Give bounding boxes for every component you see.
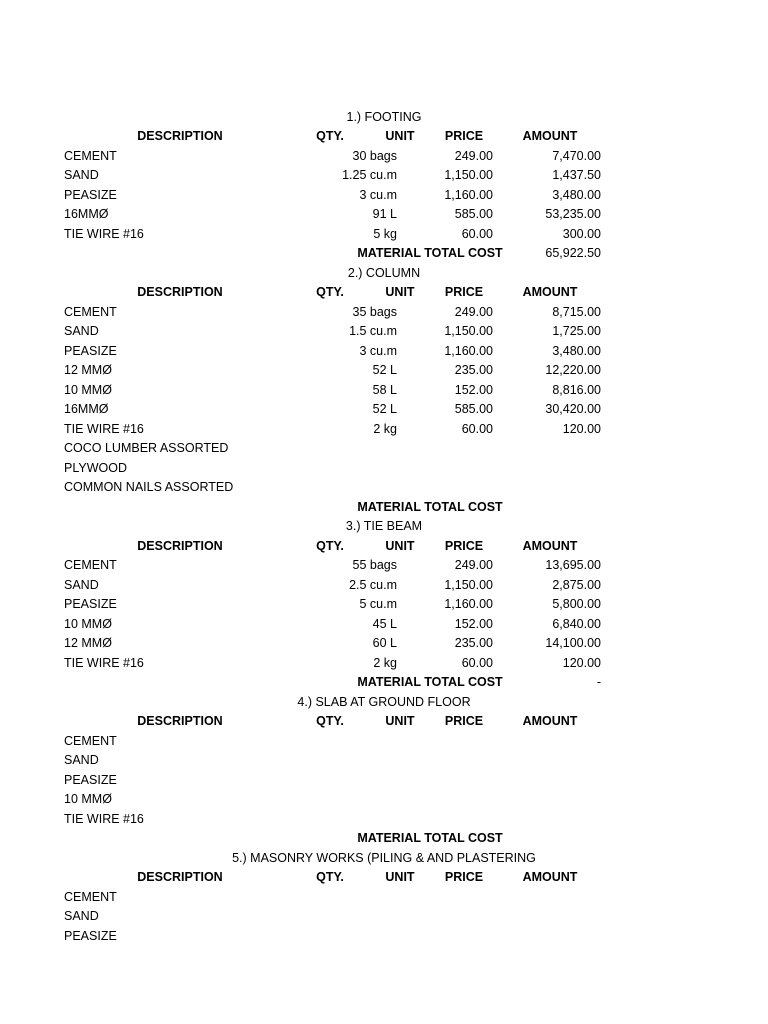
item-description: TIE WIRE #16 [64, 421, 144, 436]
item-price: 152.00 [454, 382, 493, 397]
item-description: 12 MMØ [64, 363, 112, 377]
item-amount: 6,840.00 [552, 616, 601, 631]
column-header-row [0, 712, 768, 732]
description-header: DESCRIPTION [137, 538, 223, 553]
item-price: 585.00 [454, 207, 493, 221]
total-row [0, 673, 768, 693]
item-description: PEASIZE [64, 772, 117, 787]
item-description: SAND [64, 909, 99, 923]
table-row [0, 888, 768, 908]
item-price: 1,160.00 [444, 597, 493, 611]
item-description: CEMENT [64, 558, 117, 572]
item-description: CEMENT [64, 889, 117, 904]
table-row [0, 186, 768, 206]
item-amount: 3,480.00 [552, 343, 601, 358]
item-description: TIE WIRE #16 [64, 226, 144, 241]
table-row [0, 810, 768, 830]
item-amount: 8,715.00 [552, 304, 601, 319]
item-amount: 120.00 [562, 421, 601, 436]
qty-header: QTY. [316, 129, 344, 143]
price-header: PRICE [444, 129, 484, 143]
item-description: PEASIZE [64, 597, 117, 611]
section-title: 2.) COLUMN [347, 265, 421, 280]
column-header-row [0, 283, 768, 303]
section-title-row [0, 108, 768, 128]
section-title-row [0, 849, 768, 869]
item-amount: 120.00 [562, 655, 601, 670]
material-total-label: MATERIAL TOTAL COST [357, 675, 503, 689]
item-qty-unit: 5 cu.m [359, 597, 397, 611]
item-price: 235.00 [454, 363, 493, 377]
item-qty-unit: 2.5 cu.m [349, 577, 397, 592]
item-price: 60.00 [461, 655, 493, 670]
item-amount: 14,100.00 [545, 636, 601, 650]
table-row [0, 205, 768, 225]
table-row [0, 322, 768, 342]
item-qty-unit: 2 kg [373, 655, 397, 670]
column-header-row [0, 127, 768, 147]
column-header-row [0, 537, 768, 557]
table-row [0, 576, 768, 596]
item-qty-unit: 1.25 cu.m [342, 168, 397, 182]
price-header: PRICE [444, 538, 484, 553]
amount-header: AMOUNT [522, 714, 578, 728]
item-amount: 5,800.00 [552, 597, 601, 611]
unit-header: UNIT [385, 129, 415, 143]
table-row [0, 556, 768, 576]
table-row [0, 927, 768, 947]
qty-header: QTY. [316, 714, 344, 728]
item-price: 1,150.00 [444, 324, 493, 338]
qty-header: QTY. [316, 870, 344, 884]
item-qty-unit: 91 L [372, 207, 397, 221]
item-description: PEASIZE [64, 343, 117, 358]
section-title: 3.) TIE BEAM [345, 519, 423, 533]
item-price: 60.00 [461, 226, 493, 241]
item-description: PEASIZE [64, 928, 117, 943]
item-description: SAND [64, 324, 99, 338]
section-title-row [0, 264, 768, 284]
item-description: PLYWOOD [64, 460, 127, 475]
item-description: TIE WIRE #16 [64, 811, 144, 826]
item-qty-unit: 45 L [372, 616, 397, 631]
item-description: 12 MMØ [64, 636, 112, 650]
item-qty-unit: 3 cu.m [359, 343, 397, 358]
item-qty-unit: 35 bags [352, 304, 397, 319]
table-row [0, 634, 768, 654]
unit-header: UNIT [385, 870, 415, 884]
table-row [0, 654, 768, 674]
item-description: SAND [64, 577, 99, 592]
item-amount: 1,437.50 [552, 168, 601, 182]
table-row [0, 790, 768, 810]
item-qty-unit: 55 bags [352, 558, 397, 572]
item-price: 585.00 [454, 402, 493, 416]
item-description: COMMON NAILS ASSORTED [64, 480, 234, 494]
table-row [0, 751, 768, 771]
item-qty-unit: 52 L [372, 363, 397, 377]
table-row [0, 166, 768, 186]
item-price: 1,160.00 [444, 187, 493, 202]
unit-header: UNIT [385, 285, 415, 299]
item-description: CEMENT [64, 733, 117, 748]
item-description: CEMENT [64, 148, 117, 163]
item-amount: 3,480.00 [552, 187, 601, 202]
item-amount: 53,235.00 [545, 207, 601, 221]
section-title-row [0, 517, 768, 537]
table-row [0, 361, 768, 381]
item-amount: 1,725.00 [552, 324, 601, 338]
material-total-label: MATERIAL TOTAL COST [357, 246, 503, 260]
material-total-value: - [596, 675, 601, 689]
item-qty-unit: 2 kg [373, 421, 397, 436]
material-total-value: 65,922.50 [545, 246, 601, 260]
amount-header: AMOUNT [522, 538, 578, 553]
item-price: 249.00 [454, 148, 493, 163]
item-qty-unit: 58 L [372, 382, 397, 397]
item-price: 1,160.00 [444, 343, 493, 358]
price-header: PRICE [444, 870, 484, 884]
table-row [0, 225, 768, 245]
total-row [0, 829, 768, 849]
item-description: PEASIZE [64, 187, 117, 202]
section-title: 5.) MASONRY WORKS (PILING & AND PLASTERING [232, 850, 536, 865]
item-description: TIE WIRE #16 [64, 655, 144, 670]
item-price: 1,150.00 [444, 168, 493, 182]
table-row [0, 439, 768, 459]
item-qty-unit: 60 L [372, 636, 397, 650]
table-row [0, 595, 768, 615]
item-qty-unit: 52 L [372, 402, 397, 416]
price-header: PRICE [444, 714, 484, 728]
table-row [0, 147, 768, 167]
item-price: 235.00 [454, 636, 493, 650]
item-description: CEMENT [64, 304, 117, 319]
qty-header: QTY. [316, 285, 344, 299]
item-qty-unit: 3 cu.m [359, 187, 397, 202]
table-row [0, 732, 768, 752]
item-description: 10 MMØ [64, 616, 112, 631]
item-qty-unit: 1.5 cu.m [349, 324, 397, 338]
description-header: DESCRIPTION [137, 285, 223, 299]
table-row [0, 478, 768, 498]
section-title: 4.) SLAB AT GROUND FLOOR [297, 694, 471, 709]
item-price: 1,150.00 [444, 577, 493, 592]
table-row [0, 381, 768, 401]
table-row [0, 459, 768, 479]
item-qty-unit: 5 kg [373, 226, 397, 241]
item-amount: 7,470.00 [552, 148, 601, 163]
table-row [0, 771, 768, 791]
table-row [0, 420, 768, 440]
description-header: DESCRIPTION [137, 129, 223, 143]
qty-header: QTY. [316, 538, 344, 553]
item-price: 60.00 [461, 421, 493, 436]
amount-header: AMOUNT [522, 129, 578, 143]
item-description: SAND [64, 753, 99, 767]
section-title-row [0, 693, 768, 713]
item-price: 249.00 [454, 304, 493, 319]
item-price: 249.00 [454, 558, 493, 572]
unit-header: UNIT [385, 538, 415, 553]
total-row [0, 498, 768, 518]
section-title: 1.) FOOTING [346, 109, 422, 124]
item-price: 152.00 [454, 616, 493, 631]
item-amount: 30,420.00 [545, 402, 601, 416]
unit-header: UNIT [385, 714, 415, 728]
item-description: SAND [64, 168, 99, 182]
table-row [0, 615, 768, 635]
description-header: DESCRIPTION [137, 714, 223, 728]
item-amount: 300.00 [562, 226, 601, 241]
table-row [0, 907, 768, 927]
amount-header: AMOUNT [522, 870, 578, 884]
item-description: 16MMØ [64, 207, 109, 221]
item-description: 16MMØ [64, 402, 109, 416]
table-row [0, 303, 768, 323]
price-header: PRICE [444, 285, 484, 299]
item-qty-unit: 30 bags [352, 148, 397, 163]
table-row [0, 400, 768, 420]
item-amount: 8,816.00 [552, 382, 601, 397]
item-description: COCO LUMBER ASSORTED [64, 441, 229, 455]
material-total-label: MATERIAL TOTAL COST [357, 831, 503, 845]
total-row [0, 244, 768, 264]
table-row [0, 342, 768, 362]
item-amount: 2,875.00 [552, 577, 601, 592]
item-description: 10 MMØ [64, 792, 112, 806]
material-total-label: MATERIAL TOTAL COST [357, 499, 503, 514]
item-amount: 13,695.00 [545, 558, 601, 572]
item-amount: 12,220.00 [545, 363, 601, 377]
column-header-row [0, 868, 768, 888]
description-header: DESCRIPTION [137, 870, 223, 884]
item-description: 10 MMØ [64, 382, 112, 397]
amount-header: AMOUNT [522, 285, 578, 299]
